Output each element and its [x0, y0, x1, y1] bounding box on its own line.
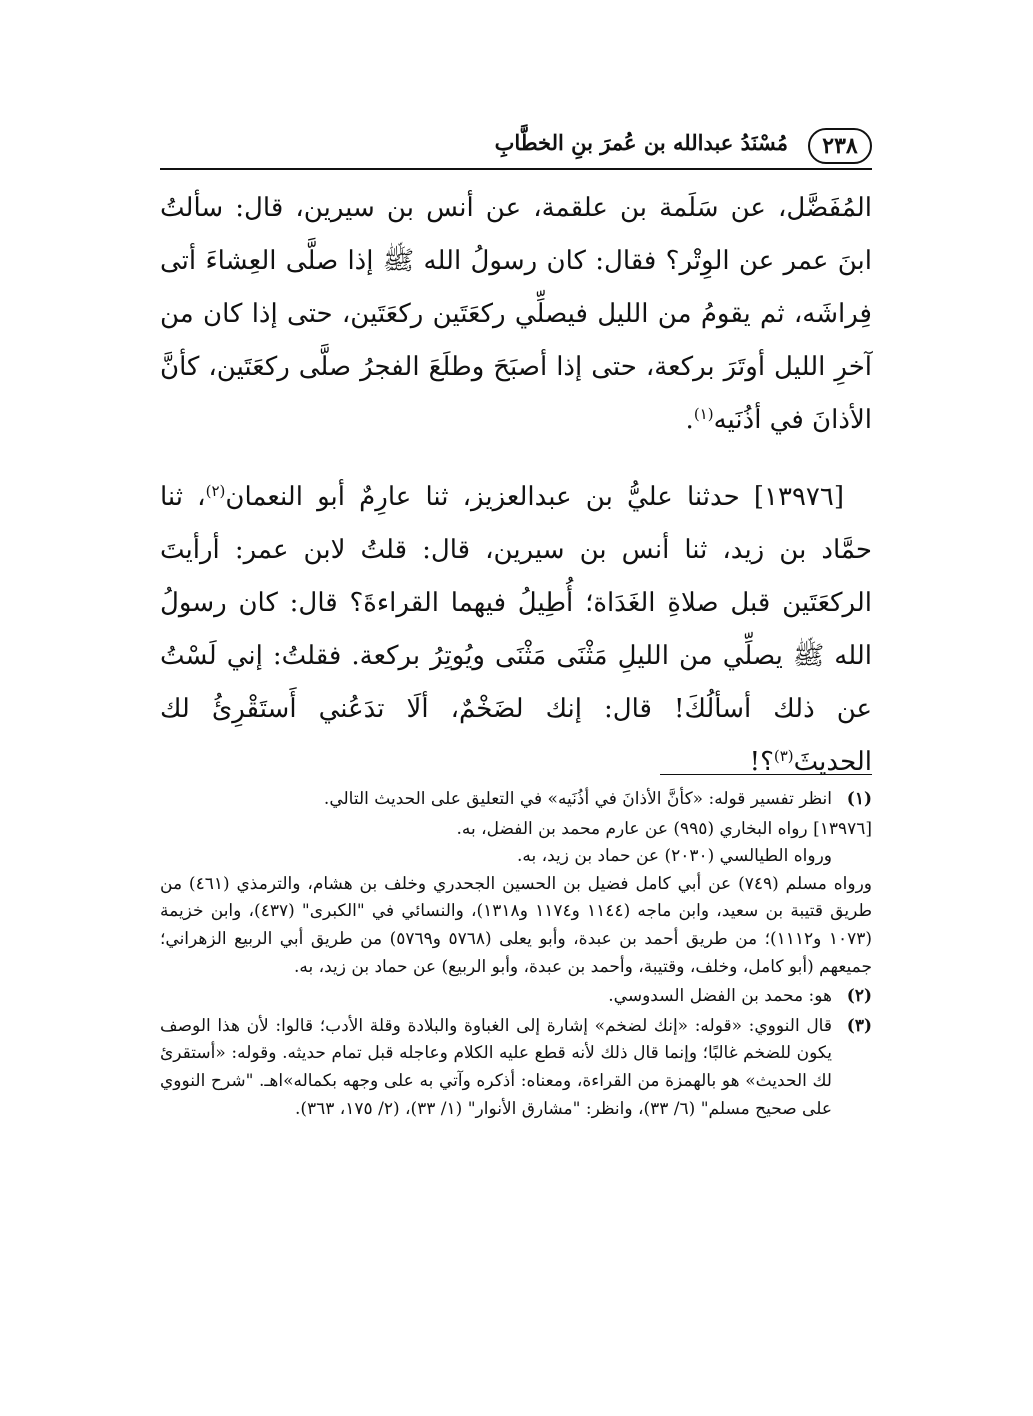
paragraph-2-middle: ، ثنا حمَّاد بن زيد، ثنا أنس بن سيرين، قال: قلتُ لابن عمر: أرأيتَ الركعَتَين قبل صلاةِ الغَدَاة؛ أُطِيلُ فيهما القراءةَ؟ قال: كان رسولُ الله ﷺ يصلِّي من الليلِ مَثْنَى مَثْنَى ويُوتِرُ بركعة. فقلتُ: إني لَسْتُ عن ذلك أسألُكَ! قال: إنك لضَخْمٌ، ألَا تدَعُني أَستَقْرِئُ لك الحديثَ — [160, 482, 872, 777]
paragraph-2-end: ؟! — [749, 747, 774, 777]
takhrij-text-1: رواه البخاري (٩٩٥) عن عارم محمد بن الفضل، به. — [456, 818, 808, 839]
footnotes-section — [160, 786, 872, 1125]
paragraph-2-start: [١٣٩٧٦] حدثنا عليُّ بن عبدالعزيز، ثنا عارِمٌ أبو النعمان — [225, 482, 844, 512]
takhrij-text-2: ورواه الطيالسي (٢٠٣٠) عن حماد بن زيد، به. — [516, 846, 832, 867]
footnote-ref-1: (١) — [693, 405, 714, 423]
footnote-1 — [160, 786, 872, 814]
running-title: مُسْنَدُ عبدالله بن عُمرَ بنِ الخطَّابِ — [494, 130, 788, 155]
footnote-2 — [160, 983, 872, 1011]
footnote-3-text: قال النووي: «قوله: «إنك لضخم» إشارة إلى الغباوة والبلادة وقلة الأدب؛ قالوا: لأن هذا الوصف يكون للضخم غالبًا؛ وإنما قال ذلك لأنه قطع عليه الكلام وعاجله قبل تمام حديثه. وقوله: «أستقرئ لك الحديث» هو بالهمزة من القراءة، ومعناه: أذكره وآتي به على وجهه بكماله»اهـ. "شرح النووي على صحيح مسلم" (٦/ ٣٣)، وانظر: "مشارق الأنوار" (١/ ٣٣)، (٢/ ١٧٥، ٣٦٣). — [160, 1015, 832, 1119]
takhrij-text-3: ورواه مسلم (٧٤٩) عن أبي كامل فضيل بن الحسين الجحدري وخلف بن هشام، والترمذي (٤٦١) من طريق قتيبة بن سعيد، وابن ماجه (١١٤٤ و١١٧٤ و١٣١٨)، والنسائي في "الكبرى" (٤٣٧)، وابن خزيمة (١٠٧٣ و١١١٢)؛ من طريق أحمد بن عبدة، وأبو يعلى (٥٧٦٨ و٥٧٦٩) من طريق أبي الربيع الزهراني؛ جميعهم (أبو كامل، وخلف، وقتيبة، وأحمد بن عبدة، وأبو الربيع) عن حماد بن زيد، به. — [160, 873, 872, 977]
paragraph-1-end: . — [685, 405, 694, 435]
footnote-3 — [160, 1013, 872, 1123]
main-paragraph-1 — [160, 182, 872, 447]
header-divider — [160, 168, 872, 170]
main-paragraph-2 — [160, 471, 872, 789]
page-number-badge: ٢٣٨ — [808, 128, 872, 164]
paragraph-1-text: المُفَضَّل، عن سَلَمة بن علقمة، عن أنس بن سيرين، قال: سألتُ ابنَ عمر عن الوِتْر؟ فقال: كان رسولُ الله ﷺ إذا صلَّى العِشاءَ أتى فِراشَه، ثم يقومُ من الليل فيصلِّي ركعَتَين ركعَتَين، حتى إذا كان من آخرِ الليل أوتَرَ بركعة، حتى إذا أصبَحَ وطلَعَ الفجرُ صلَّى ركعَتَين، كأنَّ الأذانَ في أذُنَيه — [160, 193, 872, 435]
footnote-divider — [660, 774, 872, 775]
footnote-1-text: انظر تفسير قوله: «كأنَّ الأذانَ في أذُنَيه» في التعليق على الحديث التالي. — [323, 789, 832, 809]
footnote-3-mark: (٣) — [846, 1015, 872, 1036]
page-header — [160, 120, 872, 168]
footnote-ref-2: (٢) — [205, 482, 226, 500]
footnote-ref-3: (٣) — [773, 747, 794, 765]
takhrij-line-1 — [160, 816, 872, 844]
footnote-1-mark: (١) — [846, 789, 872, 809]
main-text — [160, 182, 872, 789]
hadith-takhrij — [160, 816, 872, 982]
footnote-2-mark: (٢) — [846, 986, 872, 1007]
footnote-2-text: هو: محمد بن الفضل السدوسي. — [608, 986, 832, 1007]
hadith-number: [١٣٩٧٦] — [813, 818, 872, 839]
